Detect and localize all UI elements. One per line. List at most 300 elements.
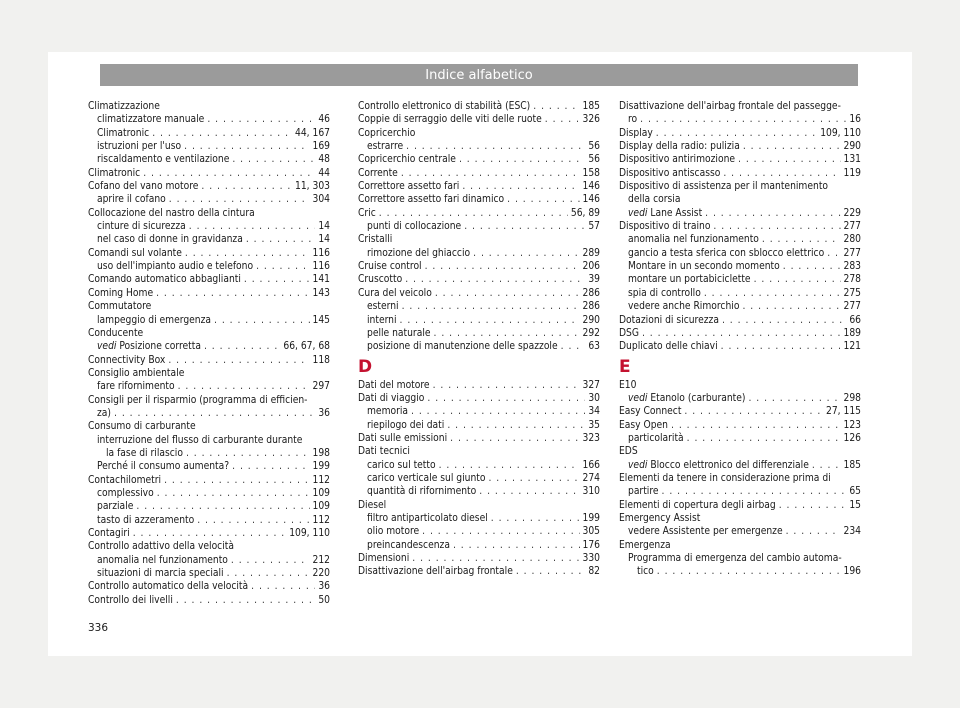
- page-reference: 16: [849, 114, 861, 126]
- page-reference: 206: [582, 261, 600, 273]
- entry-label: Cura del veicolo: [358, 287, 432, 299]
- entry-text: [358, 167, 398, 180]
- dot-leader: [479, 485, 579, 498]
- page-reference: 327: [582, 379, 600, 391]
- index-heading: Emergency Assist: [619, 512, 701, 524]
- index-entry: [88, 127, 330, 140]
- entry-text: [88, 273, 241, 286]
- entry-text: [628, 207, 702, 220]
- page-reference: 330: [582, 553, 600, 564]
- dot-leader: [704, 287, 841, 300]
- entry-text: [358, 193, 504, 206]
- dot-leader: [412, 552, 579, 565]
- index-entry: [88, 193, 330, 206]
- dot-leader: [422, 525, 579, 538]
- dot-leader: [184, 140, 309, 153]
- page-reference: 212: [312, 554, 330, 566]
- entry-text: [358, 379, 430, 392]
- index-entry: [619, 300, 861, 313]
- index-entry: [619, 153, 861, 166]
- dot-leader: [561, 340, 586, 353]
- index-entry: [358, 140, 600, 153]
- entry-label: Dotazioni di sicurezza: [619, 314, 719, 326]
- index-entry: [358, 180, 600, 193]
- entry-label: Dati sulle emissioni: [358, 432, 448, 444]
- index-entry: [619, 314, 861, 327]
- entry-text: [367, 485, 476, 498]
- index-heading: della corsia: [628, 194, 681, 206]
- entry-label: Coming Home: [88, 287, 154, 299]
- index-entry: [358, 459, 600, 472]
- index-entry: [88, 567, 330, 580]
- entry-label: posizione di manutenzione delle spazzole: [367, 341, 558, 353]
- dot-leader: [721, 340, 841, 353]
- page-reference: 326: [582, 114, 600, 126]
- dot-leader: [207, 113, 315, 126]
- entry-text: [367, 340, 558, 353]
- dot-leader: [743, 140, 841, 153]
- page-reference: 56: [588, 141, 600, 153]
- entry-text: [88, 580, 248, 593]
- index-entry: [358, 167, 600, 180]
- page-reference: 44: [318, 167, 330, 179]
- page-reference: 15: [849, 499, 861, 511]
- section-letter: E: [619, 356, 631, 377]
- dot-leader: [462, 180, 579, 193]
- dot-leader: [425, 260, 580, 273]
- entry-text: [367, 327, 431, 340]
- index-entry: [619, 405, 861, 418]
- page-reference: 121: [843, 341, 861, 353]
- index-heading: Elementi da tenere in considerazione prima di: [619, 472, 831, 484]
- index-column-3: [619, 100, 861, 579]
- page-reference: 36: [318, 581, 330, 593]
- index-entry: [88, 460, 330, 473]
- entry-label: climatizzatore manuale: [97, 114, 205, 126]
- index-entry: [88, 580, 330, 593]
- entry-label: Dati del motore: [358, 379, 430, 391]
- entry-text: [97, 260, 253, 273]
- entry-text: [367, 472, 485, 485]
- page-reference: 283: [843, 261, 861, 273]
- index-entry: [358, 193, 600, 206]
- dot-leader: [401, 167, 580, 180]
- dot-leader: [168, 354, 309, 367]
- page-reference: 44, 167: [295, 127, 330, 139]
- index-entry: [88, 554, 330, 567]
- entry-label: Dispositivo antirimozione: [619, 154, 736, 166]
- dot-leader: [427, 392, 585, 405]
- index-entry: [619, 113, 861, 126]
- entry-label: istruzioni per l'uso: [97, 141, 182, 153]
- entry-text: [358, 552, 409, 565]
- index-heading: Dati tecnici: [358, 446, 410, 458]
- page-reference: 176: [582, 539, 600, 551]
- index-entry: [88, 594, 330, 607]
- index-entry: [358, 207, 600, 220]
- dot-leader: [738, 153, 840, 166]
- entry-text: [367, 300, 399, 313]
- entry-text: [358, 153, 456, 166]
- entry-label: Climatronic: [88, 167, 141, 179]
- dot-leader: [754, 273, 841, 286]
- page-reference: 112: [312, 474, 330, 486]
- page-reference: 297: [312, 381, 330, 393]
- entry-label: Dati di viaggio: [358, 392, 425, 404]
- page-reference: 278: [843, 274, 861, 286]
- dot-leader: [657, 565, 841, 578]
- dot-leader: [232, 460, 309, 473]
- dot-leader: [434, 327, 580, 340]
- index-entry: [88, 233, 330, 246]
- entry-text: [97, 113, 204, 126]
- page-reference: 286: [582, 301, 600, 313]
- page-number: 336: [88, 622, 109, 634]
- entry-label: parziale: [97, 501, 134, 513]
- page-reference: 229: [843, 207, 861, 219]
- page-reference: 189: [843, 327, 861, 339]
- page-reference: 109, 110: [289, 528, 330, 539]
- entry-text: [358, 273, 402, 286]
- index-entry: [619, 432, 861, 445]
- entry-label: Display della radio: pulizia: [619, 141, 740, 153]
- index-entry: [88, 180, 330, 193]
- entry-label: pelle naturale: [367, 327, 431, 339]
- page-reference: 286: [582, 287, 600, 299]
- index-entry: [88, 167, 330, 180]
- dot-leader: [185, 247, 310, 260]
- index-heading: Consumo di carburante: [88, 421, 196, 433]
- entry-text: [367, 525, 419, 538]
- entry-label: uso dell'impianto audio e telefono: [97, 261, 254, 273]
- dot-leader: [642, 327, 841, 340]
- index-entry: [88, 380, 330, 393]
- entry-label: Dispositivo antiscasso: [619, 167, 721, 179]
- entry-label: montare un portabiciclette: [628, 274, 751, 286]
- page-reference: 11, 303: [295, 181, 330, 193]
- entry-label: Correttore assetto fari dinamico: [358, 194, 505, 206]
- index-heading: Consigli per il risparmio (programma di efficien-: [88, 394, 308, 406]
- dot-leader: [197, 514, 309, 527]
- entry-text: [97, 314, 211, 327]
- entry-label: partire: [628, 486, 659, 498]
- page-reference: 185: [843, 459, 861, 471]
- entry-label: gancio a testa sferica con sblocco elettrico: [628, 247, 825, 259]
- dot-leader: [256, 260, 309, 273]
- page-reference: 109, 110: [820, 127, 861, 139]
- entry-label: situazioni di marcia speciali: [97, 568, 224, 580]
- index-entry: [88, 314, 330, 327]
- dot-leader: [189, 220, 316, 233]
- page-reference: 146: [582, 181, 600, 193]
- dot-leader: [176, 594, 315, 607]
- page-reference: 112: [312, 514, 330, 526]
- entry-label: anomalia nel funzionamento: [97, 554, 228, 566]
- dot-leader: [488, 472, 579, 485]
- entry-text: [628, 113, 637, 126]
- index-entry: [88, 220, 330, 233]
- entry-label: Contagiri: [88, 528, 130, 539]
- entry-label: tasto di azzeramento: [97, 514, 195, 526]
- index-entry: [619, 287, 861, 300]
- dot-leader: [439, 459, 580, 472]
- entry-text: [97, 407, 111, 420]
- dot-leader: [491, 512, 580, 525]
- entry-label: estrarre: [367, 141, 404, 153]
- entry-label: interni: [367, 314, 397, 326]
- index-entry: [88, 527, 330, 540]
- entry-label: riepilogo dei dati: [367, 419, 445, 431]
- index-entry: [619, 499, 861, 512]
- entry-text: [358, 207, 376, 220]
- index-entry: [88, 113, 330, 126]
- entry-label: riscaldamento e ventilazione: [97, 154, 230, 166]
- index-entry: [358, 432, 600, 445]
- entry-label: ro: [628, 114, 638, 126]
- page-reference: 146: [582, 194, 600, 206]
- index-entry: [358, 287, 600, 300]
- index-heading: Diesel: [358, 499, 387, 511]
- entry-label: la fase di rilascio: [106, 447, 183, 459]
- entry-label: anomalia nel funzionamento: [628, 234, 759, 246]
- page-reference: 280: [843, 234, 861, 246]
- entry-label: Controllo dei livelli: [88, 594, 173, 606]
- index-entry: [358, 153, 600, 166]
- index-heading: interruzione del flusso di carburante durante: [97, 434, 303, 446]
- entry-label: quantità di rifornimento: [367, 486, 477, 498]
- index-entry: [88, 260, 330, 273]
- dot-leader: [640, 113, 846, 126]
- index-entry: [88, 474, 330, 487]
- index-entry: [358, 273, 600, 286]
- dot-leader: [169, 193, 310, 206]
- entry-text: [97, 140, 181, 153]
- entry-label: vedere Assistente per emergenze: [628, 526, 783, 538]
- dot-leader: [459, 153, 585, 166]
- page-reference: 310: [582, 486, 600, 498]
- dot-leader: [178, 380, 310, 393]
- dot-leader: [464, 220, 585, 233]
- entry-text: [97, 233, 243, 246]
- page-reference: 39: [588, 274, 600, 286]
- page-reference: 118: [312, 354, 330, 366]
- section-letter: D: [358, 356, 373, 377]
- page-reference: 199: [312, 461, 330, 473]
- index-entry: [619, 127, 861, 140]
- index-entry: [358, 525, 600, 538]
- page-reference: 277: [843, 301, 861, 313]
- entry-label: Disattivazione dell'airbag frontale: [358, 566, 513, 578]
- page-reference: 304: [312, 194, 330, 206]
- index-entry: [358, 485, 600, 498]
- entry-text: [358, 180, 459, 193]
- entry-text: [619, 140, 740, 153]
- index-entry: [358, 539, 600, 552]
- entry-label: Cric: [358, 207, 376, 219]
- dot-leader: [473, 247, 579, 260]
- index-entry: [88, 500, 330, 513]
- index-heading: Commutatore: [88, 301, 152, 313]
- page-reference: 14: [318, 234, 330, 246]
- index-entry: [619, 273, 861, 286]
- index-entry: [88, 153, 330, 166]
- dot-leader: [450, 432, 579, 445]
- see-reference: vedi: [628, 459, 648, 471]
- entry-label: spia di controllo: [628, 287, 701, 299]
- index-entry: [88, 447, 330, 460]
- entry-label: DSG: [619, 327, 639, 339]
- entry-text: [628, 273, 751, 286]
- dot-leader: [405, 273, 585, 286]
- page-reference: 292: [582, 327, 600, 339]
- entry-text: [367, 419, 444, 432]
- dot-leader: [516, 565, 585, 578]
- entry-label: Connectivity Box: [88, 354, 166, 366]
- index-entry: [619, 392, 861, 405]
- page-reference: 290: [843, 141, 861, 153]
- index-entry: [358, 300, 600, 313]
- entry-text: [619, 499, 776, 512]
- dot-leader: [244, 273, 310, 286]
- entry-label: vedere anche Rimorchio: [628, 301, 740, 313]
- index-entry: [88, 273, 330, 286]
- page-reference: 116: [312, 261, 330, 273]
- entry-text: [619, 220, 710, 233]
- index-entry: [358, 405, 600, 418]
- entry-label: Coppie di serraggio delle viti delle ruote: [358, 114, 542, 126]
- page-reference: 109: [312, 501, 330, 513]
- page-reference: 220: [312, 568, 330, 580]
- index-entry: [88, 514, 330, 527]
- entry-label: Blocco elettronico del differenziale: [647, 459, 809, 471]
- dot-leader: [684, 405, 823, 418]
- entry-text: [619, 314, 719, 327]
- dot-leader: [742, 300, 840, 313]
- dot-leader: [827, 247, 840, 260]
- entry-text: [97, 514, 194, 527]
- dot-leader: [656, 127, 817, 140]
- page-reference: 323: [582, 432, 600, 444]
- index-entry: [619, 233, 861, 246]
- entry-label: Cruscotto: [358, 274, 403, 286]
- index-entry: [619, 260, 861, 273]
- page-reference: 290: [582, 314, 600, 326]
- entry-text: [619, 127, 653, 140]
- page-reference: 145: [312, 314, 330, 326]
- index-entry: [358, 314, 600, 327]
- entry-text: [628, 247, 824, 260]
- entry-text: [358, 100, 530, 113]
- dot-leader: [156, 287, 309, 300]
- index-entry: [619, 485, 861, 498]
- entry-text: [106, 447, 183, 460]
- index-entry: [619, 525, 861, 538]
- dot-leader: [705, 207, 840, 220]
- page-reference: 158: [582, 167, 600, 179]
- entry-text: [628, 525, 783, 538]
- index-entry: [619, 220, 861, 233]
- dot-leader: [722, 314, 846, 327]
- entry-text: [619, 153, 735, 166]
- dot-leader: [136, 500, 309, 513]
- entry-label: Display: [619, 127, 653, 139]
- entry-label: Comando automatico abbaglianti: [88, 274, 241, 286]
- dot-leader: [402, 300, 580, 313]
- index-heading: Copricerchio: [358, 127, 416, 139]
- entry-text: [358, 287, 432, 300]
- page-reference: 27, 115: [826, 406, 861, 418]
- page-reference: 50: [318, 594, 330, 606]
- entry-text: [619, 167, 720, 180]
- entry-label: Duplicato delle chiavi: [619, 341, 718, 353]
- page-reference: 185: [582, 101, 600, 112]
- entry-label: memoria: [367, 406, 409, 418]
- see-reference: vedi: [628, 392, 648, 404]
- page-reference: 123: [843, 419, 861, 431]
- entry-text: [628, 260, 780, 273]
- dot-leader: [507, 193, 579, 206]
- index-column-2: [358, 100, 600, 579]
- page-reference: 63: [588, 341, 600, 353]
- entry-label: rimozione del ghiaccio: [367, 247, 471, 259]
- entry-label: Etanolo (carburante): [647, 392, 746, 404]
- entry-text: [97, 554, 228, 567]
- index-entry: [358, 512, 600, 525]
- index-entry: [619, 247, 861, 260]
- entry-text: [88, 247, 182, 260]
- dot-leader: [201, 180, 292, 193]
- index-entry: [358, 392, 600, 405]
- entry-text: [628, 233, 759, 246]
- entry-label: Posizione corretta: [116, 341, 201, 353]
- index-entry: [619, 565, 861, 578]
- entry-label: olio motore: [367, 526, 420, 538]
- entry-label: complessivo: [97, 487, 154, 499]
- page-reference: 126: [843, 432, 861, 444]
- dot-leader: [447, 419, 585, 432]
- entry-text: [367, 220, 461, 233]
- entry-text: [367, 247, 470, 260]
- entry-label: Controllo automatico della velocità: [88, 581, 249, 593]
- entry-text: [97, 567, 224, 580]
- dot-leader: [379, 207, 568, 220]
- dot-leader: [251, 580, 315, 593]
- index-heading: Collocazione del nastro della cintura: [88, 207, 255, 219]
- page-reference: 289: [582, 247, 600, 259]
- page-reference: 119: [843, 167, 861, 179]
- page-reference: 36: [318, 407, 330, 419]
- entry-label: particolarità: [628, 432, 684, 444]
- index-entry: [358, 340, 600, 353]
- index-heading: Emergenza: [619, 539, 671, 551]
- entry-text: [97, 153, 229, 166]
- dot-leader: [143, 167, 315, 180]
- entry-text: [88, 180, 198, 193]
- page-reference: 57: [588, 221, 600, 233]
- entry-label: tico: [637, 566, 654, 578]
- entry-text: [367, 459, 436, 472]
- page-reference: 46: [318, 114, 330, 126]
- entry-label: punti di collocazione: [367, 221, 462, 233]
- entry-text: [628, 459, 809, 472]
- index-heading: EDS: [619, 446, 638, 458]
- index-entry: [358, 113, 600, 126]
- entry-text: [619, 405, 681, 418]
- entry-text: [88, 474, 161, 487]
- index-entry: [88, 354, 330, 367]
- see-reference: vedi: [97, 341, 117, 353]
- entry-label: Corrente: [358, 167, 398, 179]
